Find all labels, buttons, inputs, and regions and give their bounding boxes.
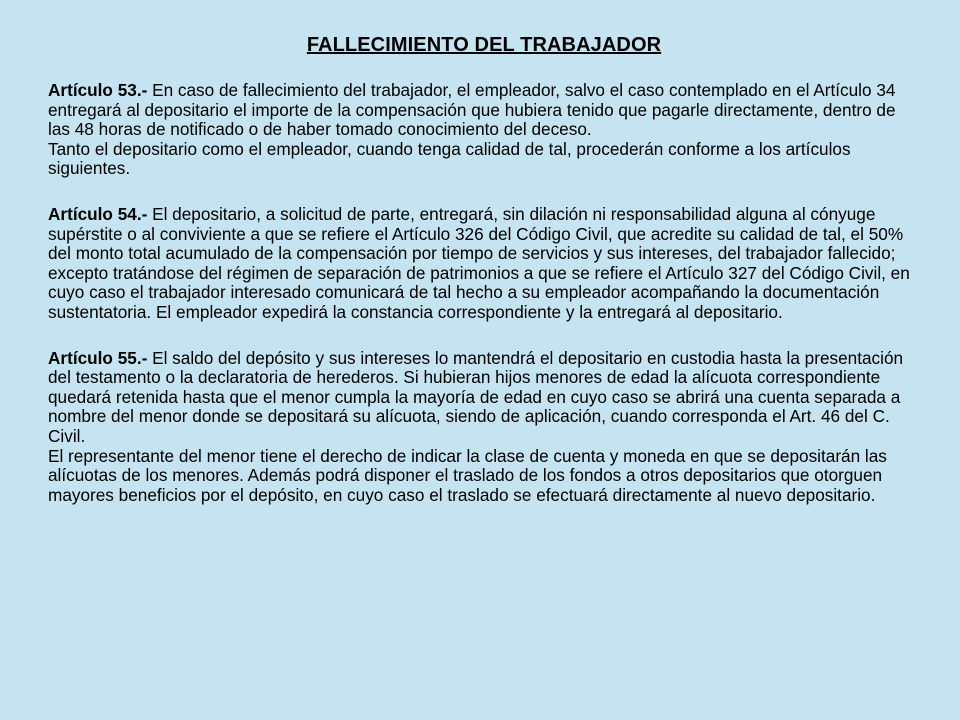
article-text: En caso de fallecimiento del trabajador, el empleador, salvo el caso contemplado en el Artículo 34 entregará al depositario el importe de la compensación que hubiera tenido que pagarle directamente, dentro de las 48 horas de notificado o de haber tomado conocimiento del deceso.	[48, 80, 896, 140]
article-paragraph	[48, 205, 920, 323]
article-label: Artículo 53.-	[48, 80, 148, 100]
article-55	[48, 349, 920, 506]
article-paragraph: El representante del menor tiene el derecho de indicar la clase de cuenta y moneda en que se depositarán las alícuotas de los menores. Además podrá disponer el traslado de los fondos a otros depositarios que otorguen mayores beneficios por el depósito, en cuyo caso el traslado se efectuará directamente al nuevo depositario.	[48, 445, 887, 505]
article-label: Artículo 54.-	[48, 203, 148, 224]
article-54	[48, 205, 920, 323]
article-paragraph	[48, 349, 920, 447]
article-text: El depositario, a solicitud de parte, entregará, sin dilación ni responsabilidad alguna al cónyuge supérstite o al conviviente a que se refiere el Artículo 326 del Código Civil, que acredite su calidad de tal, el 50% del monto total acumulado de la compensación por tiempo de servicios y sus intereses, del trabajador fallecido; excepto tratándose del régimen de separación de patrimonios a que se refiere el Artículo 327 del Código Civil, en cuyo caso el trabajador interesado comunicará de tal hecho a su empleador acompañando la documentación sustentatoria. El empleador expedirá la constancia correspondiente y la entregará al depositario.	[48, 203, 910, 322]
article-label: Artículo 55.-	[48, 347, 148, 368]
article-paragraph: Tanto el depositario como el empleador, cuando tenga calidad de tal, procederán conforme a los artículos siguientes.	[48, 138, 851, 179]
article-text: El saldo del depósito y sus intereses lo mantendrá el depositario en custodia hasta la presentación del testamento o la declaratoria de herederos. Si hubieran hijos menores de edad la alícuota correspondiente quedará retenida hasta que el menor cumpla la mayoría de edad en cuyo caso se abrirá una cuenta separada a nombre del menor donde se depositará su alícuota, siendo de aplicación, cuando corresponda el Art. 46 del C. Civil.	[48, 347, 904, 446]
page-title: FALLECIMIENTO DEL TRABAJADOR	[306, 34, 662, 56]
article-paragraph	[48, 81, 920, 140]
article-53	[48, 81, 920, 179]
